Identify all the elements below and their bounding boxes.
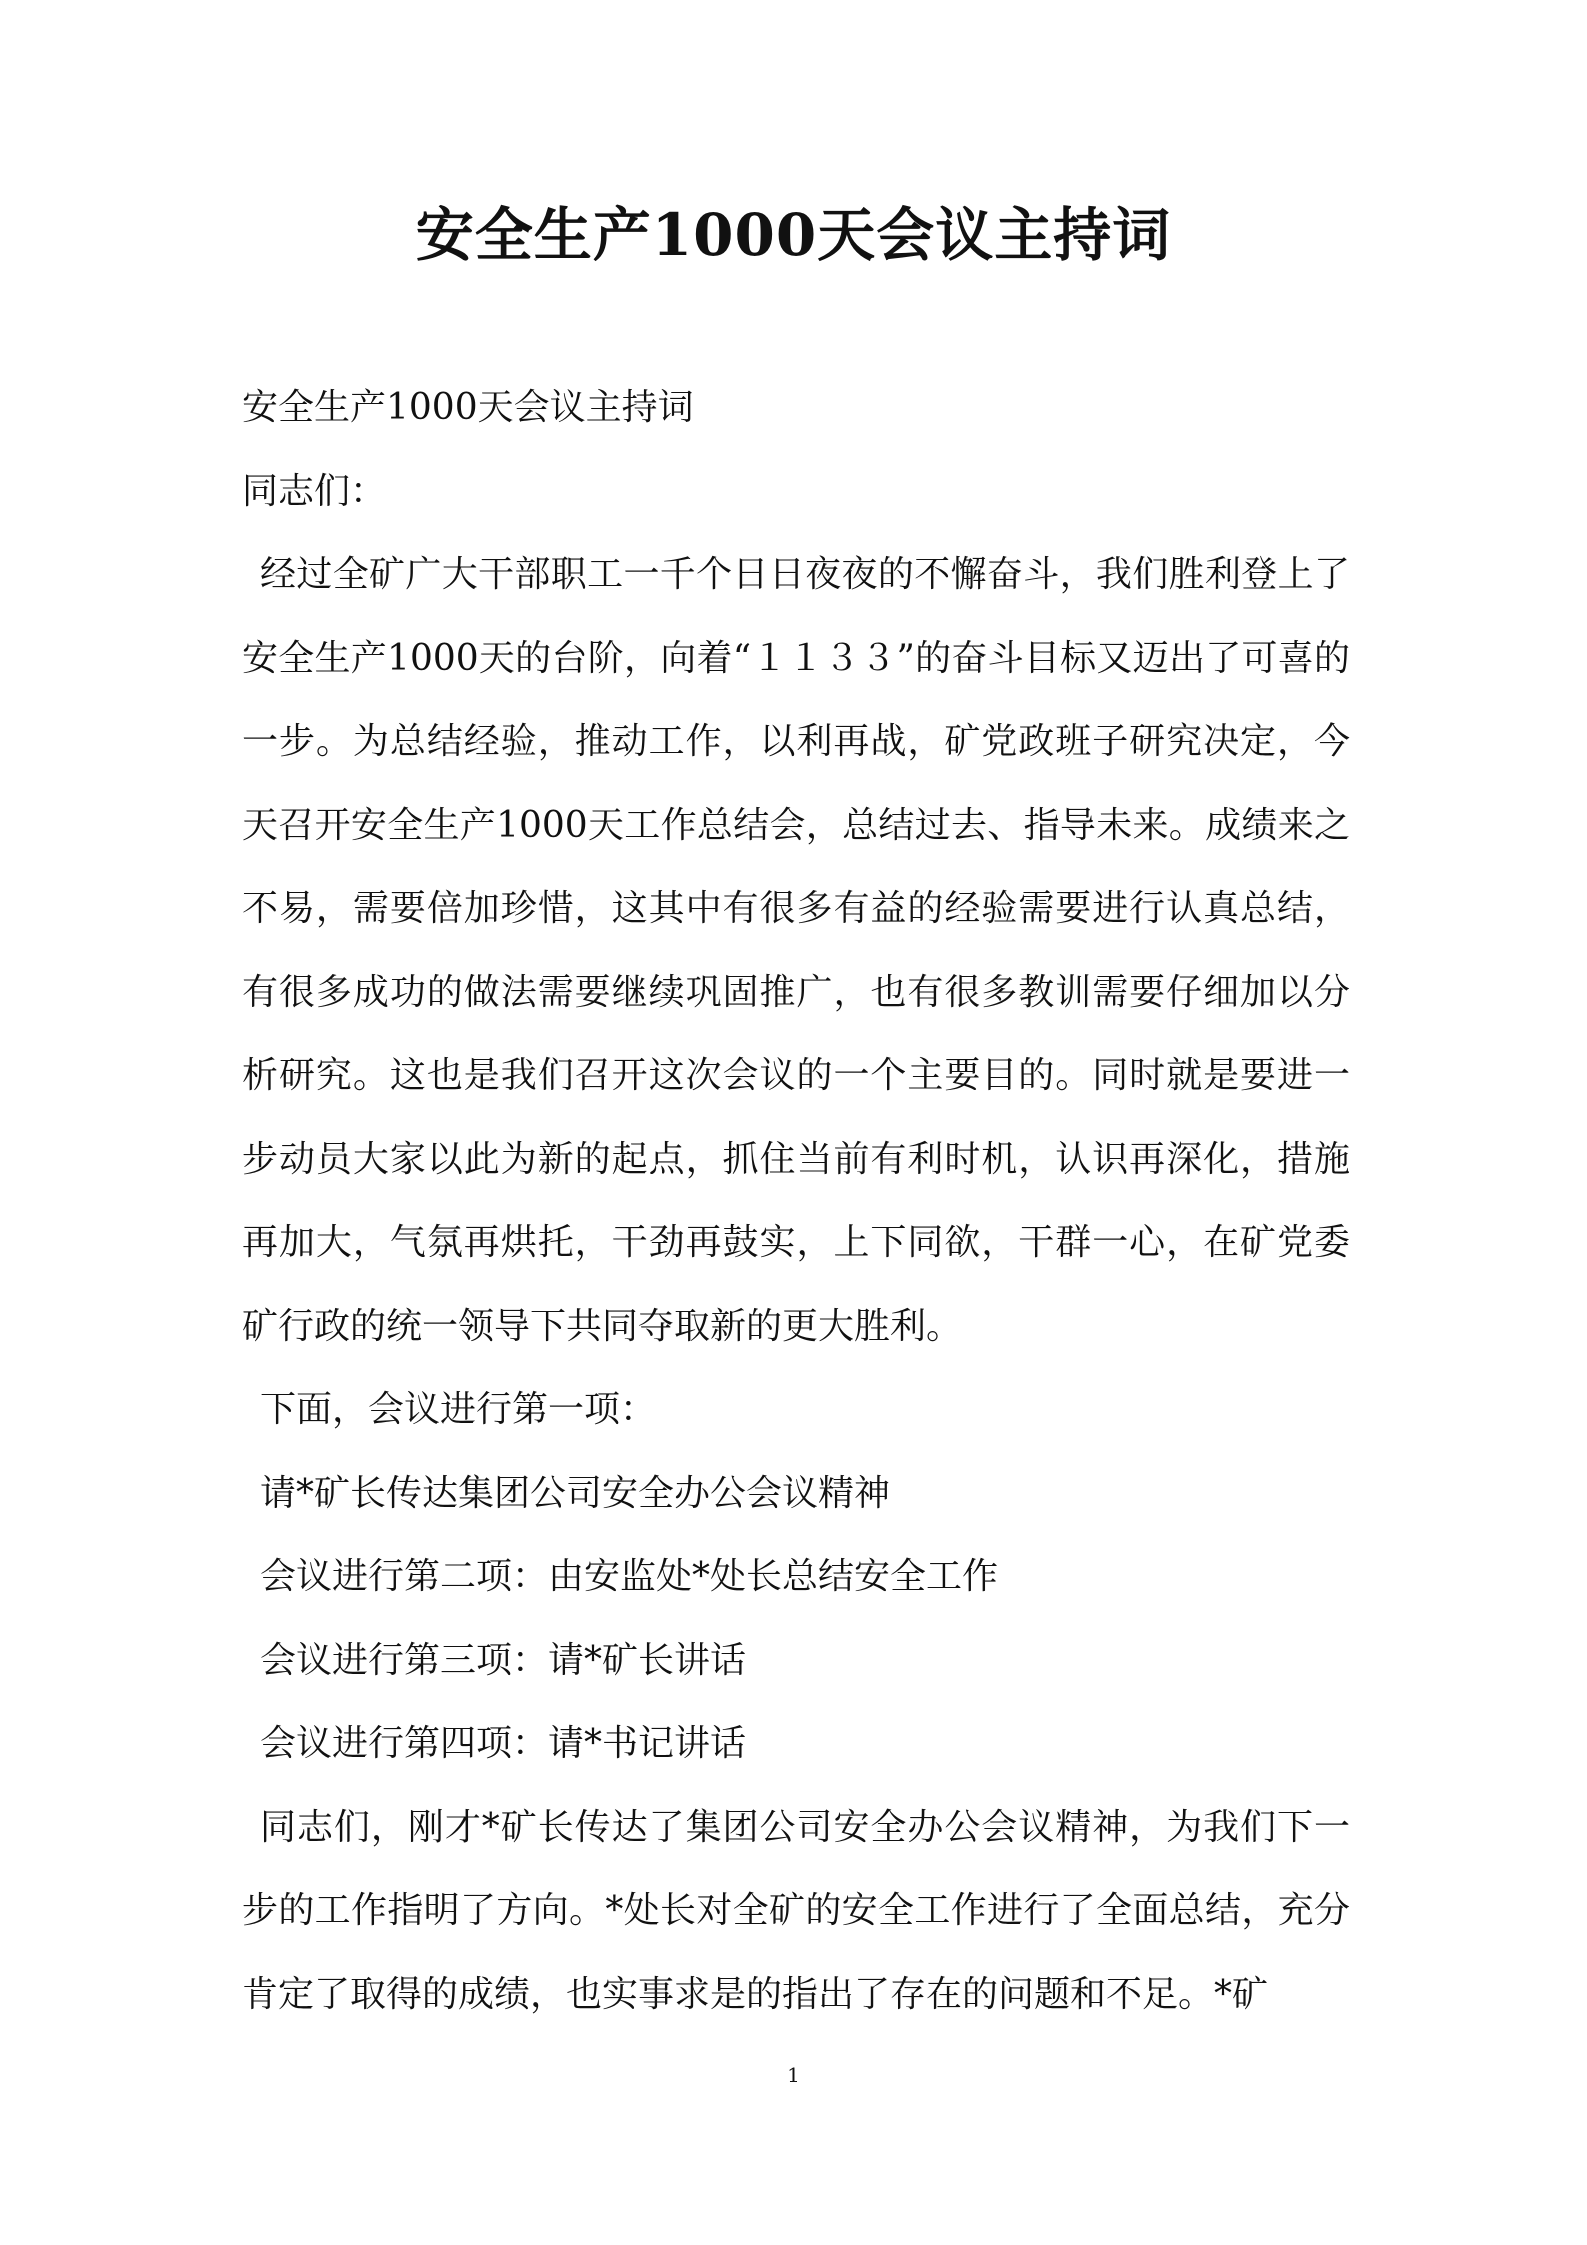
paragraph-intro: 经过全矿广大干部职工一千个日日夜夜的不懈奋斗，我们胜利登上了安全生产1000天的台阶，向着“１１３３”的奋斗目标又迈出了可喜的一步。为总结经验，推动工作，以利再战，矿党政班子研究决定，今天召开安全生产1000天工作总结会，总结过去、指导未来。成绩来之不易，需要倍加珍惜，这其中有很多有益的经验需要进行认真总结，有很多成功的做法需要继续巩固推广，也有很多教训需要仔细加以分析研究。这也是我们召开这次会议的一个主要目的。同时就是要进一步动员大家以此为新的起点，抓住当前有利时机，认识再深化，措施再加大，气氛再烘托，干劲再鼓实，上下同欲，干群一心，在矿党委矿行政的统一领导下共同夺取新的更大胜利。	[242, 554, 1350, 1347]
document-body	[242, 366, 1350, 2036]
document-title: 安全生产1000天会议主持词	[415, 201, 1172, 269]
page-number: 1	[787, 2063, 800, 2087]
paragraph-item-4: 会议进行第四项：请*书记讲话	[260, 1723, 747, 1764]
paragraph-item-2: 会议进行第二项：由安监处*处长总结安全工作	[260, 1556, 999, 1597]
paragraph-item-3: 会议进行第三项：请*矿长讲话	[260, 1639, 747, 1681]
paragraph-salutation: 同志们：	[242, 470, 387, 512]
paragraph-heading: 安全生产1000天会议主持词	[242, 387, 694, 428]
paragraph-item-1: 请*矿长传达集团公司安全办公会议精神	[260, 1472, 891, 1514]
paragraph-item-intro: 下面，会议进行第一项：	[260, 1389, 657, 1430]
paragraph-summary: 同志们，刚才*矿长传达了集团公司安全办公会议精神，为我们下一步的工作指明了方向。*处长对全矿的安全工作进行了全面总结，充分肯定了取得的成绩，也实事求是的指出了存在的问题和不足。*矿	[242, 1806, 1350, 2015]
